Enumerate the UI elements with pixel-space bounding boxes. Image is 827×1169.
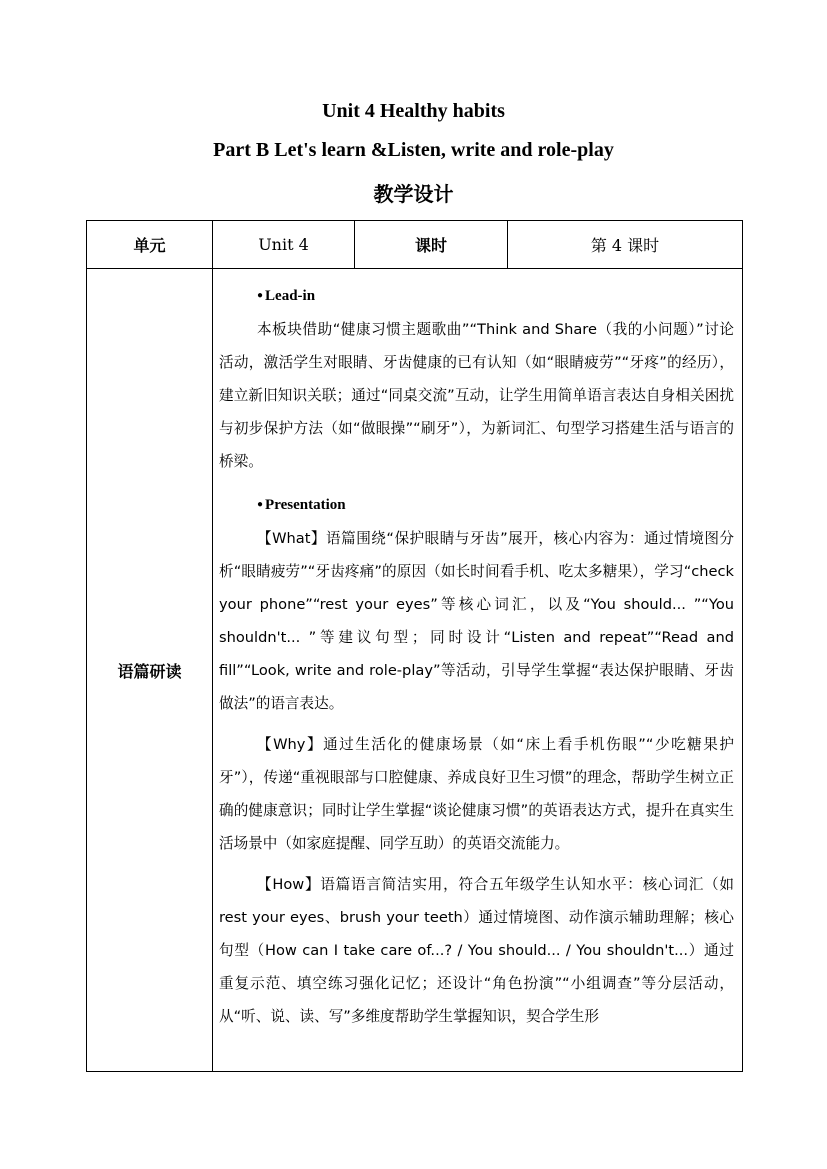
doc-title-part: Part B Let's learn &Listen, write and role-play xyxy=(213,139,614,161)
doc-title-type: 教学设计 xyxy=(373,182,454,206)
text-study-row xyxy=(87,269,743,1072)
lesson-design-table xyxy=(86,220,743,1072)
bullet-icon: ● xyxy=(257,290,264,301)
section-content-cell xyxy=(213,269,743,1072)
lesson-value-cell: 第 4 课时 xyxy=(508,221,743,269)
lead-in-heading: ● Lead-in xyxy=(257,288,316,304)
presentation-heading: ● Presentation xyxy=(257,497,346,513)
why-paragraph: 【Why】通过生活化的健康场景（如“床上看手机伤眼”“少吃糖果护牙”），传递“重视眼部与口腔健康、养成良好卫生习惯”的理念，帮助学生树立正确的健康意识；同时让学生掌握“谈论健康习惯”的英语表达方式，提升在真实生活场景中（如家庭提醒、同学互助）的英语交流能力。 xyxy=(219,736,734,852)
header-row xyxy=(87,221,743,269)
doc-title-unit: Unit 4 Healthy habits xyxy=(322,100,505,122)
unit-label-cell: 单元 xyxy=(87,221,213,269)
lead-in-paragraph: 本板块借助“健康习惯主题歌曲”“Think and Share（我的小问题）”讨论活动，激活学生对眼睛、牙齿健康的已有认知（如“眼睛疲劳”“牙疼”的经历），建立新旧知识关联；通过“同桌交流”互动，让学生用简单语言表达自身相关困扰与初步保护方法（如“做眼操”“刷牙”），为新词汇、句型学习搭建生活与语言的桥梁。 xyxy=(219,321,734,470)
bullet-icon: ● xyxy=(257,499,264,510)
unit-value-cell: Unit 4 xyxy=(213,221,355,269)
lesson-label-cell: 课时 xyxy=(355,221,508,269)
how-paragraph: 【How】语篇语言简洁实用，符合五年级学生认知水平：核心词汇（如 rest your eyes、brush your teeth）通过情境图、动作演示辅助理解；核心句型（How can I take care of...? / You should... / You shouldn't...）通过重复示范、填空练习强化记忆；还设计“角色扮演”“小组调查”等分层活动，从“听、说、读、写”多维度帮助学生掌握知识，契合学生形 xyxy=(219,876,734,1025)
what-paragraph: 【What】语篇围绕“保护眼睛与牙齿”展开，核心内容为：通过情境图分析“眼睛疲劳”“牙齿疼痛”的原因（如长时间看手机、吃太多糖果），学习“check your phone”“rest your eyes”等核心词汇，以及“You should... ”“You shouldn't... ”等建议句型；同时设计“Listen and repeat”“Read and fill”“Look, write and role-play”等活动，引导学生掌握“表达保护眼睛、牙齿做法”的语言表达。 xyxy=(219,530,734,712)
section-label-cell: 语篇研读 xyxy=(87,269,213,1072)
